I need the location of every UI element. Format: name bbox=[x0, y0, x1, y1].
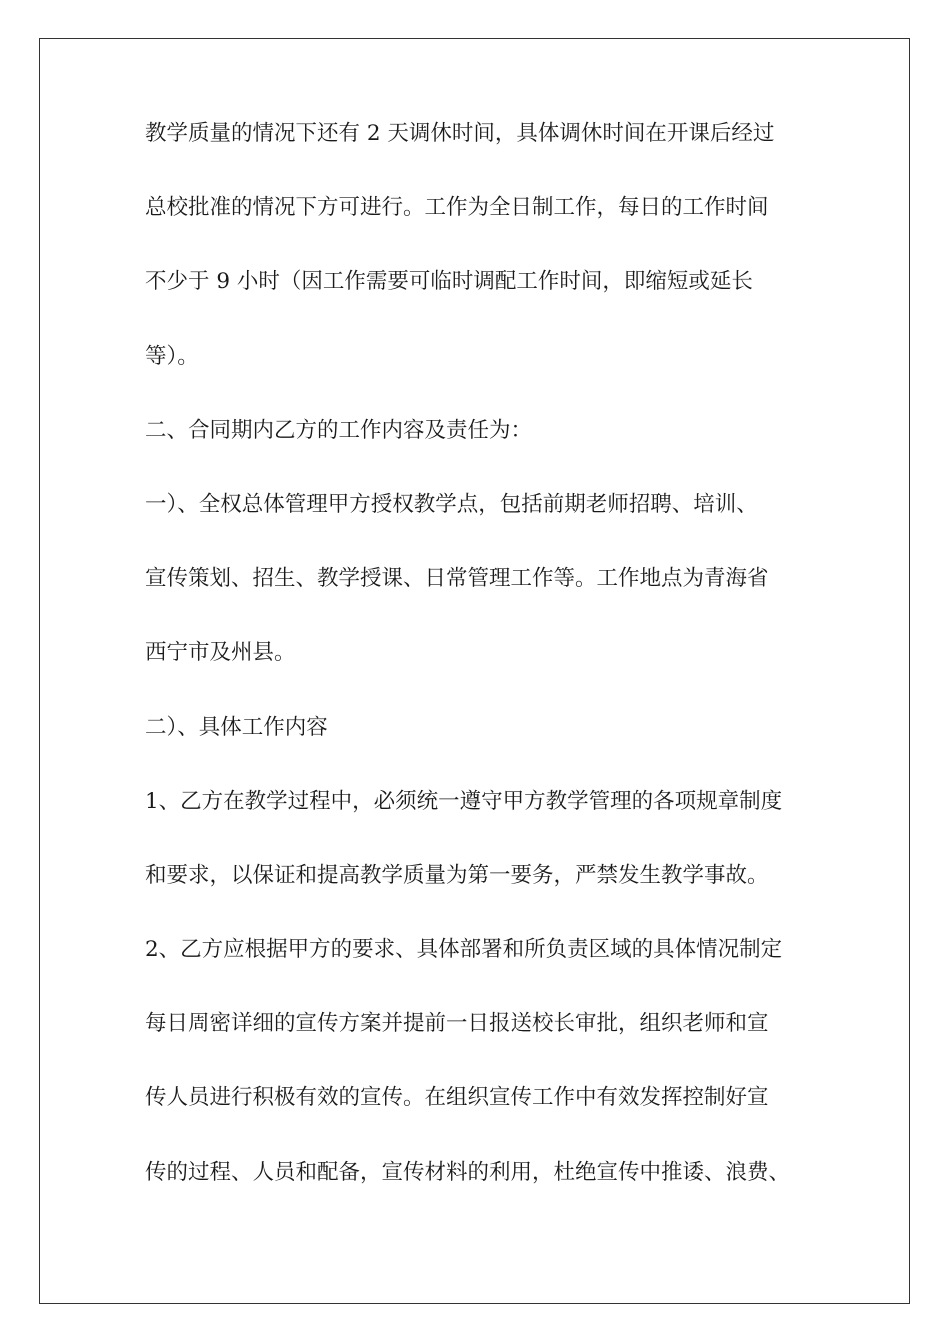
text-line: 总校批准的情况下方可进行。工作为全日制工作，每日的工作时间 bbox=[145, 195, 769, 221]
document-body bbox=[145, 113, 810, 1226]
section-heading: 二、合同期内乙方的工作内容及责任为： bbox=[145, 417, 533, 443]
text-line: 传人员进行积极有效的宣传。在组织宣传工作中有效发挥控制好宣 bbox=[145, 1085, 769, 1111]
text-line: 不少于 9 小时（因工作需要可临时调配工作时间，即缩短或延长 bbox=[145, 269, 753, 295]
subsection-heading: 一）、全权总体管理甲方授权教学点，包括前期老师招聘、培训、 bbox=[145, 491, 758, 517]
text-line: 教学质量的情况下还有 2 天调休时间，具体调休时间在开课后经过 bbox=[145, 121, 775, 146]
text-line: 和要求，以保证和提高教学质量为第一要务，严禁发生教学事故。 bbox=[145, 862, 769, 888]
text-line: 宣传策划、招生、教学授课、日常管理工作等。工作地点为青海省 bbox=[145, 566, 769, 592]
text-line: 等）。 bbox=[145, 343, 199, 369]
list-item: 1、乙方在教学过程中，必须统一遵守甲方教学管理的各项规章制度 bbox=[145, 788, 783, 814]
text-line: 传的过程、人员和配备，宣传材料的利用，杜绝宣传中推诿、浪费、 bbox=[145, 1159, 791, 1185]
subsection-heading: 二）、具体工作内容 bbox=[145, 714, 328, 740]
list-item: 2、乙方应根据甲方的要求、具体部署和所负责区域的具体情况制定 bbox=[145, 937, 783, 963]
text-line: 每日周密详细的宣传方案并提前一日报送校长审批，组织老师和宣 bbox=[145, 1011, 769, 1037]
text-line: 西宁市及州县。 bbox=[145, 640, 296, 666]
